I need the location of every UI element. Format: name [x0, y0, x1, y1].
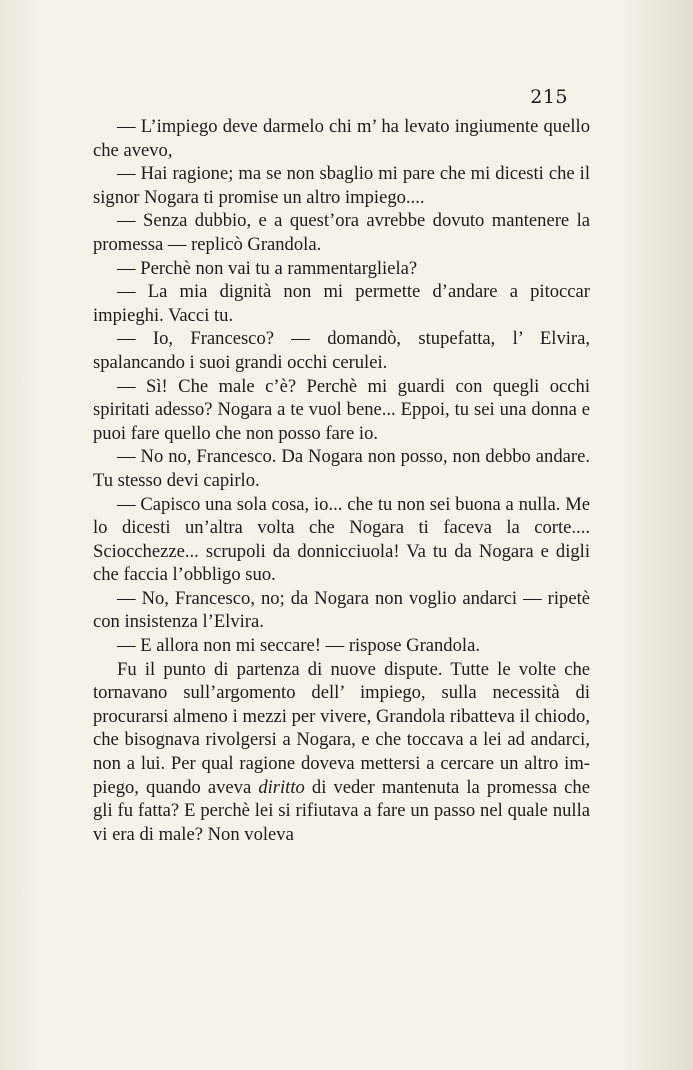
- narrative-text-end: di veder mantenuta la promessa che gli fu fatta? E perchè lei si rifiutava a fare un passo nel quale nulla vi era di male? Non voleva: [93, 776, 590, 845]
- italic-word: diritto: [258, 776, 305, 798]
- paragraph: — Sì! Che male c’è? Perchè mi guardi con quegli occhi spiritati adesso? Nogara a te vuol bene... Eppoi, tu sei una donna e puoi fare quello che non posso fare io.: [93, 375, 590, 444]
- paragraph: — Senza dubbio, e a quest’ora avrebbe dovuto mantenere la promessa — replicò Grandola.: [93, 210, 590, 255]
- page-number: 215: [530, 86, 568, 108]
- paragraph: — L’impiego deve darmelo chi m’ ha levato ingiumente quello che avevo,: [93, 116, 590, 161]
- paragraph: — Perchè non vai tu a rammentargliela?: [117, 257, 418, 279]
- narrative-paragraph: [93, 658, 590, 847]
- body-text: [93, 115, 590, 846]
- paragraph: — Hai ragione; ma se non sbaglio mi pare che mi dicesti che il signor Nogara ti promise un altro impiego....: [93, 163, 590, 208]
- paragraph: — No, Francesco, no; da Nogara non voglio andarci — ripetè con insistenza l’Elvira.: [93, 587, 590, 633]
- paragraph: — E allora non mi seccare! — rispose Grandola.: [117, 635, 480, 657]
- narrative-text-start: Fu il punto di partenza di nuove dispute. Tutte le volte che tornavano sull’argomento dell’ impiego, sulla necessità di procurarsi almeno i mezzi per vivere, Grandola ribatteva il chiodo, che bisognava rivolgersi a Nogara, e che toccava a lei ad andarci, non a lui. Per qual ragione doveva mettersi a cercare un altro impiego, quando aveva: [93, 658, 590, 798]
- paragraph: — Io, Francesco? — domandò, stupefatta, l’ Elvira, spalancando i suoi grandi occhi cerulei.: [93, 328, 590, 373]
- paragraph: — No no, Francesco. Da Nogara non posso, non debbo andare. Tu stesso devi capirlo.: [93, 446, 590, 491]
- paragraph: — Capisco una sola cosa, io... che tu non sei buona a nulla. Me lo dicesti un’altra volta che Nogara ti faceva la corte.... Sciocchezze... scrupoli da donnicciuola! Va tu da Nogara e digli che faccia l’obbligo suo.: [93, 493, 590, 586]
- paragraph: — La mia dignità non mi permette d’andare a pitoccar impieghi. Vacci tu.: [93, 281, 590, 326]
